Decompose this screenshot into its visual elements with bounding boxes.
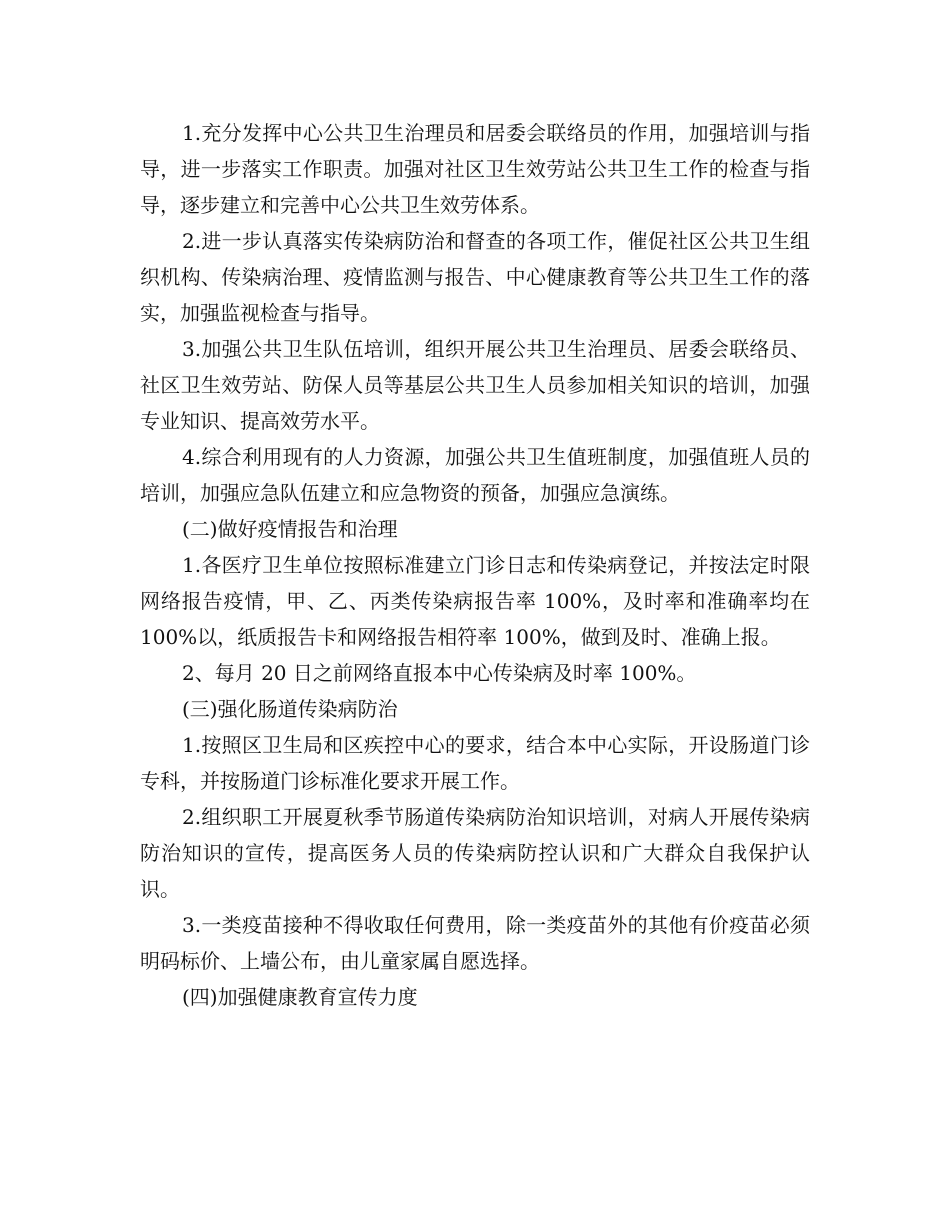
paragraph-4: 4.综合利用现有的人力资源，加强公共卫生值班制度，加强值班人员的培训，加强应急队伍建立和应急物资的预备，加强应急演练。 <box>140 445 810 505</box>
paragraph-5: 1.各医疗卫生单位按照标准建立门诊日志和传染病登记，并按法定时限网络报告疫情，甲、乙、丙类传染病报告率 100%，及时率和准确率均在 100%以，纸质报告卡和网络报告相符率 100%，做到及时、准确上报。 <box>140 553 810 649</box>
paragraph-7: 1.按照区卫生局和区疾控中心的要求，结合本中心实际，开设肠道门诊专科，并按肠道门诊标准化要求开展工作。 <box>140 733 810 793</box>
document-page <box>140 115 810 1015</box>
paragraph-1: 1.充分发挥中心公共卫生治理员和居委会联络员的作用，加强培训与指导，进一步落实工作职责。加强对社区卫生效劳站公共卫生工作的检查与指导，逐步建立和完善中心公共卫生效劳体系。 <box>140 121 810 217</box>
section-heading-3: (三)强化肠道传染病防治 <box>182 697 398 721</box>
section-heading-4: (四)加强健康教育宣传力度 <box>182 985 418 1009</box>
paragraph-9: 3.一类疫苗接种不得收取任何费用，除一类疫苗外的其他有价疫苗必须明码标价、上墙公布，由儿童家属自愿选择。 <box>140 913 810 973</box>
paragraph-8: 2.组织职工开展夏秋季节肠道传染病防治知识培训，对病人开展传染病防治知识的宣传，提高医务人员的传染病防控认识和广大群众自我保护认识。 <box>140 805 810 901</box>
paragraph-6: 2、每月 20 日之前网络直报本中心传染病及时率 100%。 <box>182 661 697 685</box>
paragraph-3: 3.加强公共卫生队伍培训，组织开展公共卫生治理员、居委会联络员、社区卫生效劳站、防保人员等基层公共卫生人员参加相关知识的培训，加强专业知识、提高效劳水平。 <box>140 337 810 433</box>
section-heading-2: (二)做好疫情报告和治理 <box>182 517 398 541</box>
paragraph-2: 2.进一步认真落实传染病防治和督查的各项工作，催促社区公共卫生组织机构、传染病治理、疫情监测与报告、中心健康教育等公共卫生工作的落实，加强监视检查与指导。 <box>140 229 810 325</box>
